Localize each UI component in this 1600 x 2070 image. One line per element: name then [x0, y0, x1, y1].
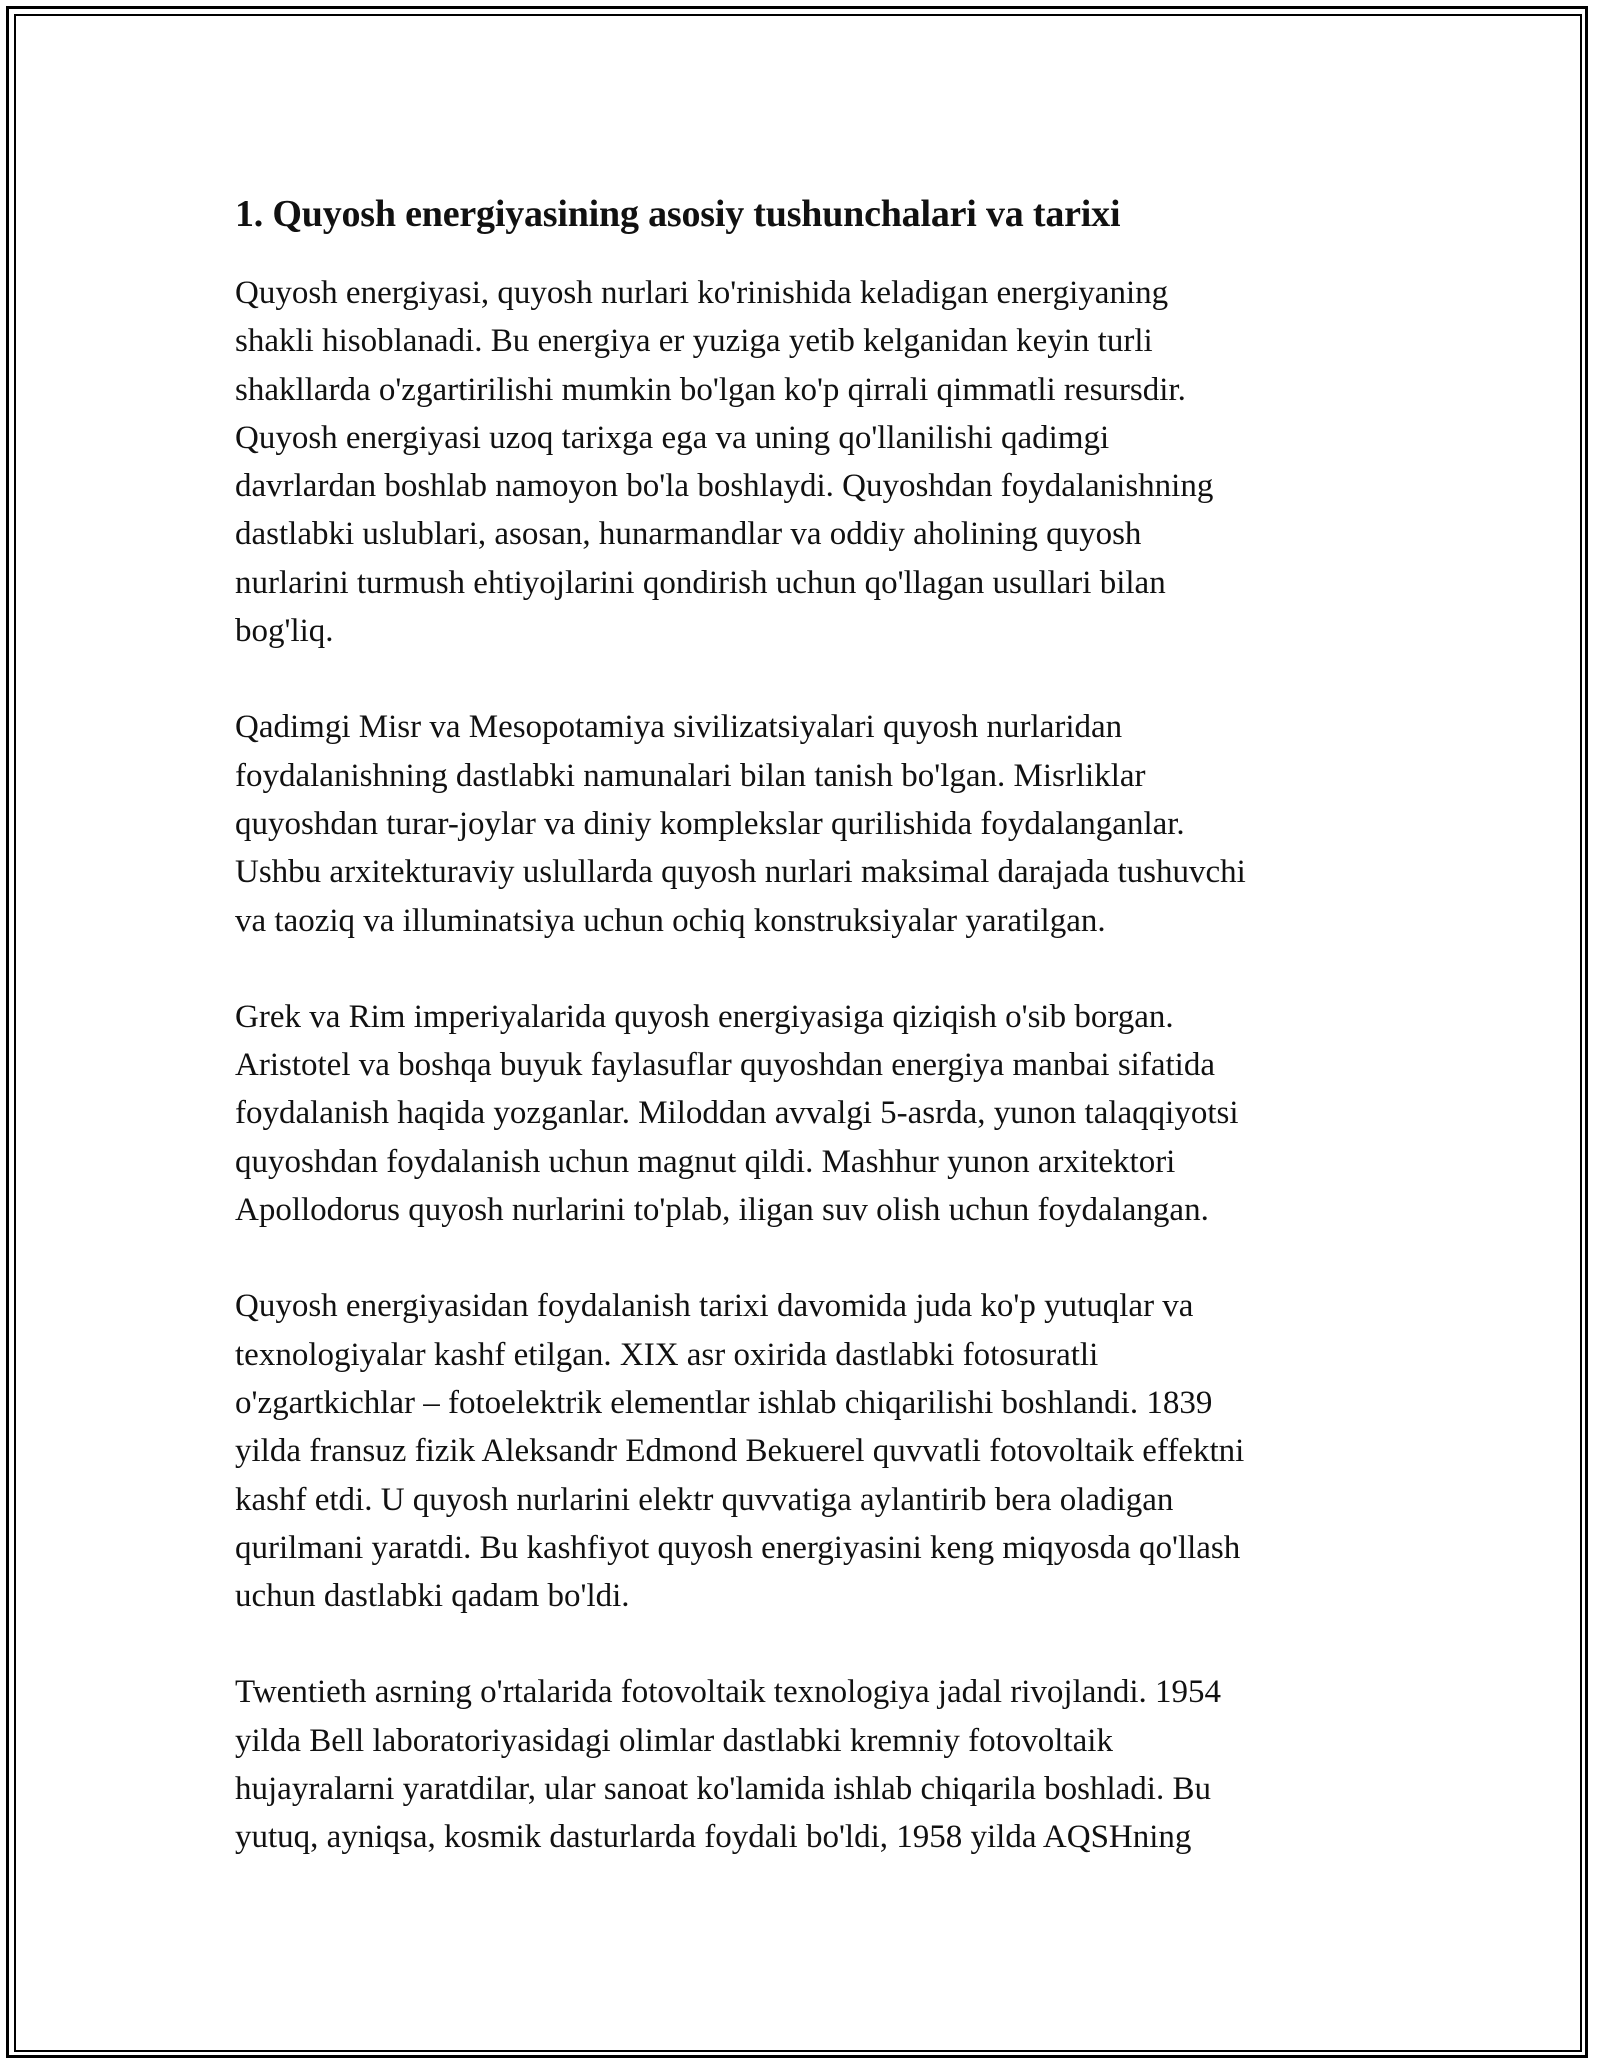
document-body — [235, 185, 1365, 1910]
text-line: kashf etdi. U quyosh nurlarini elektr quvvatiga aylantirib bera oladigan — [235, 1481, 1174, 1518]
text-line: qurilmani yaratdi. Bu kashfiyot quyosh energiyasini keng miqyosda qo'llash — [235, 1529, 1241, 1566]
text-line: foydalanishning dastlabki namunalari bilan tanish bo'lgan. Misrliklar — [235, 757, 1146, 794]
text-line: yutuq, ayniqsa, kosmik dasturlarda foydali bo'ldi, 1958 yilda AQSHning — [235, 1819, 1192, 1856]
text-line: Quyosh energiyasi uzoq tarixga ega va uning qo'llanilishi qadimgi — [235, 419, 1110, 456]
text-line: foydalanish haqida yozganlar. Miloddan avvalgi 5-asrda, yunon talaqqiyotsi — [235, 1095, 1239, 1132]
paragraph-2 — [235, 703, 1365, 944]
text-line: Quyosh energiyasidan foydalanish tarixi davomida juda ko'p yutuqlar va — [235, 1288, 1194, 1325]
text-line: shakllarda o'zgartirilishi mumkin bo'lgan ko'p qirrali qimmatli resursdir. — [235, 371, 1186, 408]
text-line: Twentieth asrning o'rtalarida fotovoltaik texnologiya jadal rivojlandi. 1954 — [235, 1674, 1222, 1711]
text-line: Quyosh energiyasi, quyosh nurlari ko'rinishida keladigan energiyaning — [235, 275, 1169, 311]
paragraph-4 — [235, 1282, 1365, 1620]
text-line: quyoshdan turar-joylar va diniy komplekslar qurilishida foydalanganlar. — [235, 805, 1185, 842]
paragraph-3 — [235, 993, 1365, 1234]
text-line: o'zgartkichlar – fotoelektrik elementlar ishlab chiqarilishi boshlandi. 1839 — [235, 1384, 1213, 1421]
section-heading: 1. Quyosh energiyasining asosiy tushunchalari va tarixi — [235, 193, 1121, 235]
text-line: quyoshdan foydalanish uchun magnut qildi. Mashhur yunon arxitektori — [235, 1143, 1176, 1180]
text-line: davrlardan boshlab namoyon bo'la boshlaydi. Quyoshdan foydalanishning — [235, 468, 1214, 505]
text-line: nurlarini turmush ehtiyojlarini qondirish uchun qo'llagan usullari bilan — [235, 564, 1166, 601]
text-line: bog'liq. — [235, 613, 334, 650]
text-line: dastlabki uslublari, asosan, hunarmandlar va oddiy aholining quyosh — [235, 516, 1142, 553]
text-line: Ushbu arxitekturaviy uslullarda quyosh nurlari maksimal darajada tushuvchi — [235, 854, 1246, 891]
text-line: Aristotel va boshqa buyuk faylasuflar quyoshdan energiya manbai sifatida — [235, 1047, 1215, 1084]
text-line: Qadimgi Misr va Mesopotamiya sivilizatsiyalari quyosh nurlaridan — [235, 709, 1123, 746]
text-line: Grek va Rim imperiyalarida quyosh energiyasiga qiziqish o'sib borgan. — [235, 998, 1174, 1035]
text-line: shakli hisoblanadi. Bu energiya er yuziga yetib kelganidan keyin turli — [235, 323, 1153, 360]
text-line: texnologiyalar kashf etilgan. XIX asr oxirida dastlabki fotosuratli — [235, 1336, 1099, 1373]
text-line: uchun dastlabki qadam bo'ldi. — [235, 1578, 630, 1615]
text-line: Apollodorus quyosh nurlarini to'plab, iligan suv olish uchun foydalangan. — [235, 1192, 1209, 1229]
paragraph-1 — [235, 269, 1365, 655]
text-line: hujayralarni yaratdilar, ular sanoat ko'lamida ishlab chiqarila boshladi. Bu — [235, 1771, 1211, 1808]
text-line: yilda fransuz fizik Aleksandr Edmond Bekuerel quvvatli fotovoltaik effektni — [235, 1433, 1245, 1470]
paragraph-5 — [235, 1668, 1365, 1861]
text-line: va taoziq va illuminatsiya uchun ochiq konstruksiyalar yaratilgan. — [235, 902, 1106, 939]
text-line: yilda Bell laboratoriyasidagi olimlar dastlabki kremniy fotovoltaik — [235, 1722, 1113, 1759]
